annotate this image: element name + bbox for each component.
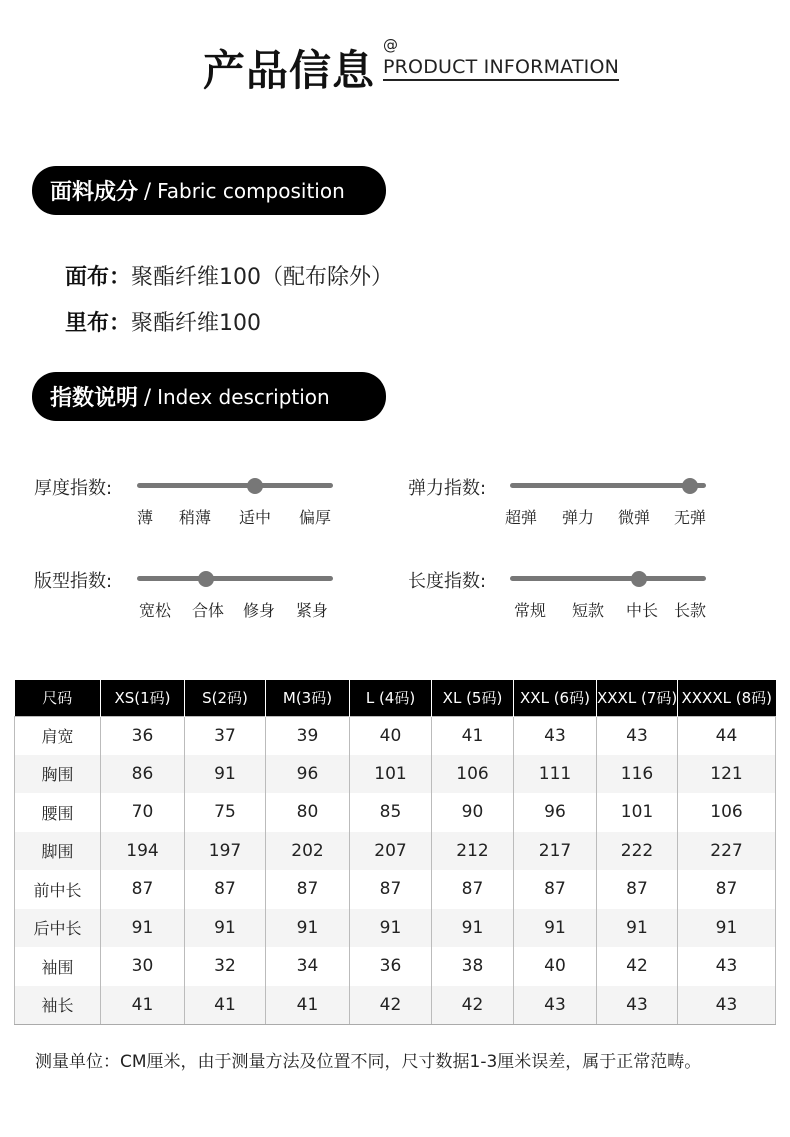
table-cell: 194 [101, 832, 185, 871]
table-cell: 86 [101, 755, 185, 794]
measurement-note: 测量单位：CM厘米，由于测量方法及位置不同，尺寸数据1-3厘米误差，属于正常范畴。 [35, 1052, 702, 1072]
table-cell: 44 [678, 716, 776, 755]
tick-label: 弹力 [562, 508, 595, 527]
table-cell: 202 [266, 832, 350, 871]
fabric-heading-cn: 面料成分 [50, 180, 139, 205]
fabric-heading-separator: / [144, 178, 152, 203]
index-heading-separator: / [144, 384, 152, 409]
table-cell: 85 [350, 793, 432, 832]
tick-label: 稍薄 [179, 508, 212, 527]
table-row [15, 909, 776, 948]
table-cell: 91 [597, 909, 678, 948]
thickness-index-label: 厚度指数: [34, 478, 113, 499]
tick-label: 薄 [137, 508, 154, 527]
slider-knob [247, 478, 263, 494]
length-index-label: 长度指数: [408, 571, 487, 592]
size-table-body [15, 716, 776, 1024]
table-cell: 41 [432, 716, 514, 755]
table-cell: 41 [266, 986, 350, 1025]
table-cell: 101 [350, 755, 432, 794]
tick-label: 微弹 [618, 508, 651, 527]
row-label-cell: 前中长 [33, 880, 82, 900]
tick-label: 偏厚 [299, 508, 332, 527]
fabric-line-value: 聚酯纤维100 [131, 311, 262, 336]
tick-label: 短款 [572, 601, 605, 620]
table-cell: 43 [514, 986, 597, 1025]
thickness-index-slider [137, 483, 333, 488]
table-cell: 197 [185, 832, 266, 871]
column-header: S(2码) [185, 680, 266, 716]
fabric-line-lining [65, 306, 261, 337]
at-symbol: @ [383, 36, 398, 54]
elasticity-index-label: 弹力指数: [408, 478, 487, 499]
row-label-cell: 胸围 [15, 755, 101, 794]
page-subtitle: PRODUCT INFORMATION [383, 56, 619, 81]
table-row [15, 986, 776, 1025]
row-label-cell: 袖长 [15, 986, 101, 1025]
table-cell: 43 [514, 716, 597, 755]
table-cell: 212 [432, 832, 514, 871]
column-header: XS(1码) [101, 680, 185, 716]
table-row [15, 947, 776, 986]
slider-knob [631, 571, 647, 587]
fabric-line-label: 里布： [65, 311, 132, 336]
table-cell: 32 [185, 947, 266, 986]
table-cell: 37 [185, 716, 266, 755]
row-label-cell: 肩宽 [41, 727, 74, 746]
size-table-header-row [15, 680, 776, 716]
tick-label: 中长 [626, 601, 659, 620]
table-cell: 41 [101, 986, 185, 1025]
tick-label: 无弹 [674, 508, 707, 527]
table-cell: 91 [185, 755, 266, 794]
table-cell: 227 [678, 832, 776, 871]
tick-label: 长款 [674, 601, 707, 620]
table-cell: 39 [266, 716, 350, 755]
table-cell: 96 [266, 755, 350, 794]
table-cell: 87 [597, 870, 678, 909]
table-cell: 101 [597, 793, 678, 832]
table-cell: 90 [432, 793, 514, 832]
table-cell: 43 [597, 986, 678, 1025]
column-header: XXXL (7码) [597, 680, 678, 716]
fabric-line-value: 聚酯纤维100（配布除外） [131, 265, 394, 290]
table-cell: 34 [266, 947, 350, 986]
row-label-cell: 脚围 [15, 832, 101, 871]
fit-index-slider [137, 576, 333, 581]
table-row [15, 755, 776, 794]
table-cell: 87 [678, 870, 776, 909]
table-cell: 106 [678, 793, 776, 832]
slider-knob [682, 478, 698, 494]
tick-label: 适中 [239, 508, 272, 527]
column-header: XXL (6码) [514, 680, 597, 716]
table-cell: 87 [101, 870, 185, 909]
table-row [15, 716, 776, 755]
table-cell: 38 [432, 947, 514, 986]
slider-knob [198, 571, 214, 587]
tick-label: 合体 [192, 601, 225, 620]
column-header: M(3码) [266, 680, 350, 716]
table-cell: 41 [185, 986, 266, 1025]
table-cell: 42 [597, 947, 678, 986]
table-cell: 87 [432, 870, 514, 909]
column-header: XL (5码) [432, 680, 514, 716]
tick-label: 超弹 [505, 508, 538, 527]
column-header: L (4码) [350, 680, 432, 716]
column-header: XXXXL (8码) [678, 680, 776, 716]
table-cell: 87 [350, 870, 432, 909]
table-cell: 91 [678, 909, 776, 948]
page-header [0, 0, 790, 110]
table-cell: 116 [597, 755, 678, 794]
table-cell: 43 [597, 716, 678, 755]
fabric-section-heading [32, 166, 386, 215]
index-section-heading [32, 372, 386, 421]
column-header: 尺码 [15, 680, 101, 716]
length-index-slider [510, 576, 706, 581]
elasticity-index-slider [510, 483, 706, 488]
table-cell: 91 [185, 909, 266, 948]
table-cell: 91 [350, 909, 432, 948]
table-cell: 121 [678, 755, 776, 794]
table-cell: 111 [514, 755, 597, 794]
size-table [14, 680, 776, 1025]
table-cell: 91 [514, 909, 597, 948]
tick-label: 常规 [514, 601, 547, 620]
fabric-line-label: 面布： [65, 265, 132, 290]
table-cell: 75 [185, 793, 266, 832]
table-cell: 42 [350, 986, 432, 1025]
table-cell: 36 [350, 947, 432, 986]
fabric-heading-en: Fabric composition [157, 178, 345, 203]
table-cell: 91 [101, 909, 185, 948]
table-cell: 96 [514, 793, 597, 832]
table-cell: 40 [514, 947, 597, 986]
index-heading-cn: 指数说明 [50, 386, 139, 411]
table-cell: 80 [266, 793, 350, 832]
table-cell: 87 [185, 870, 266, 909]
tick-label: 修身 [243, 601, 276, 620]
table-cell: 207 [350, 832, 432, 871]
table-cell: 87 [514, 870, 597, 909]
table-row [15, 832, 776, 871]
table-cell: 87 [266, 870, 350, 909]
table-cell: 36 [101, 716, 185, 755]
table-cell: 217 [514, 832, 597, 871]
table-cell: 30 [101, 947, 185, 986]
table-cell: 222 [597, 832, 678, 871]
table-cell: 70 [101, 793, 185, 832]
page-title: 产品信息 [203, 46, 376, 95]
table-row [15, 870, 776, 909]
tick-label: 宽松 [139, 601, 172, 620]
fabric-line-outer [65, 260, 393, 291]
table-cell: 91 [432, 909, 514, 948]
tick-label: 紧身 [296, 601, 329, 620]
table-cell: 43 [678, 986, 776, 1025]
table-row [15, 793, 776, 832]
index-heading-en: Index description [157, 384, 330, 409]
table-cell: 42 [432, 986, 514, 1025]
row-label-cell: 袖围 [41, 957, 74, 977]
fit-index-label: 版型指数: [34, 571, 113, 592]
row-label-cell: 后中长 [15, 909, 101, 948]
row-label-cell: 腰围 [41, 803, 74, 823]
table-cell: 106 [432, 755, 514, 794]
table-cell: 91 [266, 909, 350, 948]
table-cell: 40 [350, 716, 432, 755]
table-cell: 43 [678, 947, 776, 986]
